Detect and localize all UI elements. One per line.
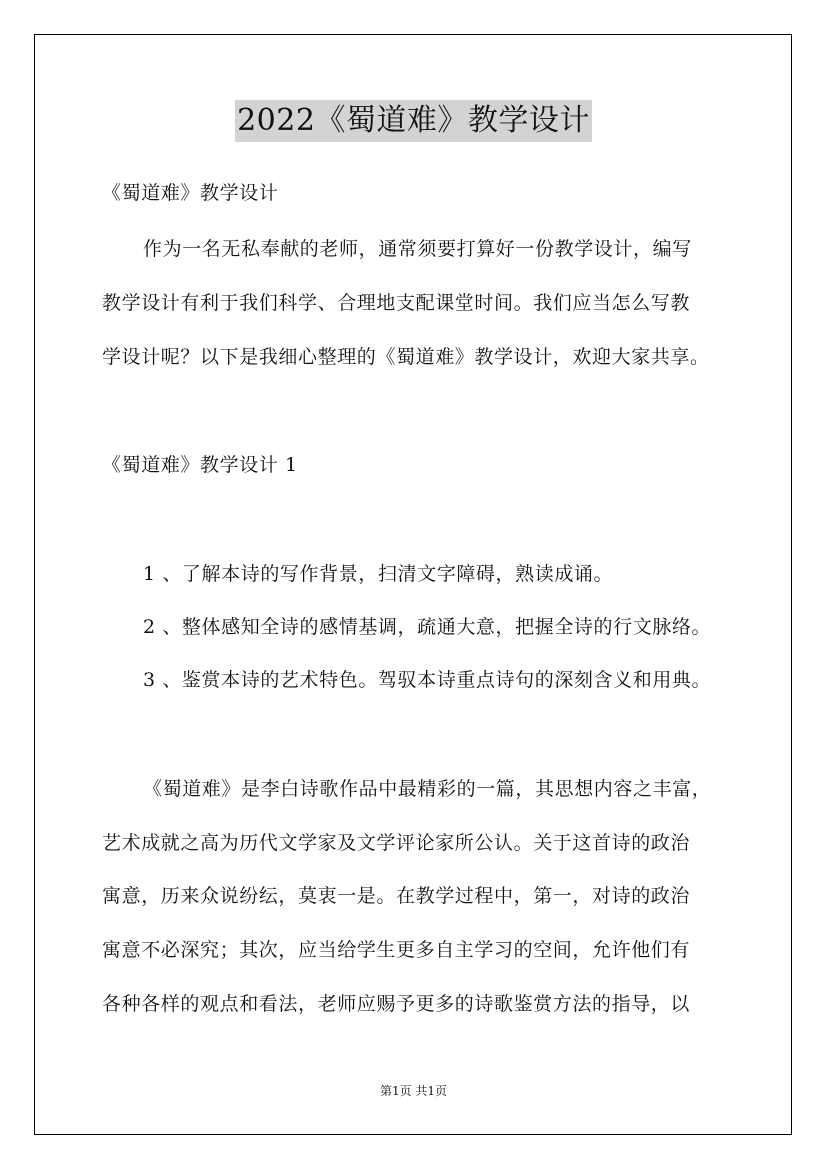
subtitle: 《蜀道难》教学设计 [102, 182, 279, 204]
intro-line-1: 作为一名无私奉献的老师，通常须要打算好一份教学设计，编写 [143, 238, 692, 260]
body-line-2: 艺术成就之高为历代文学家及文学评论家所公认。关于这首诗的政治 [102, 832, 691, 854]
objective-2: 2 、整体感知全诗的感情基调，疏通大意，把握全诗的行文脉络。 [143, 616, 712, 638]
document-title-text: 2022《蜀道难》教学设计 [235, 100, 592, 142]
page-number-footer: 第1页 共1页 [379, 1084, 448, 1098]
body-line-5: 各种各样的观点和看法，老师应赐予更多的诗歌鉴赏方法的指导，以 [102, 993, 691, 1015]
body-line-1: 《蜀道难》是李白诗歌作品中最精彩的一篇，其思想内容之丰富， [143, 778, 712, 800]
document-title [0, 100, 827, 142]
intro-line-3: 学设计呢？以下是我细心整理的《蜀道难》教学设计，欢迎大家共享。 [102, 346, 710, 368]
body-line-4: 寓意不必深究；其次，应当给学生更多自主学习的空间，允许他们有 [102, 939, 691, 961]
objective-3: 3 、鉴赏本诗的艺术特色。驾驭本诗重点诗句的深刻含义和用典。 [143, 669, 712, 691]
body-line-3: 寓意，历来众说纷纭，莫衷一是。在教学过程中，第一，对诗的政治 [102, 885, 691, 907]
objective-1: 1 、了解本诗的写作背景，扫清文字障碍，熟读成诵。 [143, 563, 614, 585]
section-heading: 《蜀道难》教学设计 1 [102, 454, 298, 476]
intro-line-2: 教学设计有利于我们科学、合理地支配课堂时间。我们应当怎么写教 [102, 292, 691, 314]
